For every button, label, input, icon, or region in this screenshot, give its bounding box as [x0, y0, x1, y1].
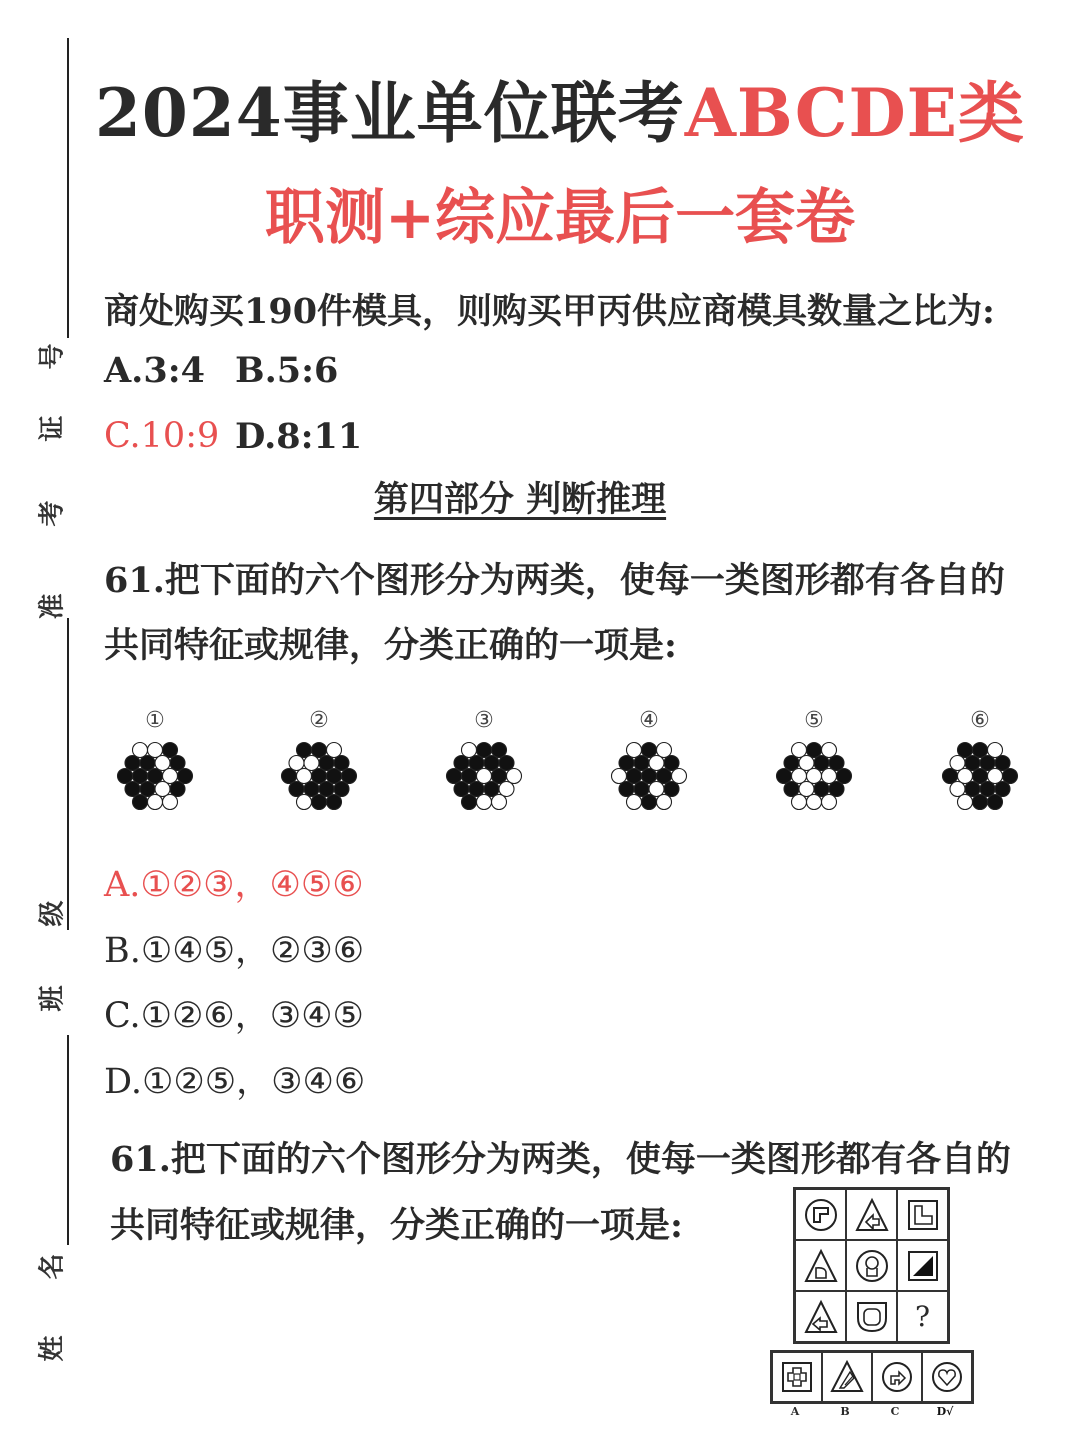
black-dot: [973, 769, 988, 784]
hex-figure-1: [115, 706, 195, 816]
grid-cell-3: [897, 1189, 948, 1240]
black-dot: [469, 782, 484, 797]
hex-figure-number: ②: [309, 708, 329, 733]
margin-line-2: [67, 618, 69, 930]
black-dot: [642, 743, 657, 758]
black-dot: [492, 769, 507, 784]
white-dot: [327, 743, 342, 758]
black-dot: [642, 769, 657, 784]
answer-figure-d: [922, 1352, 972, 1402]
black-dot: [327, 769, 342, 784]
black-dot: [777, 769, 792, 784]
black-dot: [289, 782, 304, 797]
black-dot: [125, 782, 140, 797]
hex-dot-cluster: [115, 738, 195, 818]
hex-figure-number: ①: [145, 708, 165, 733]
black-dot: [807, 743, 822, 758]
hex-figure-5: [774, 706, 854, 816]
white-dot: [163, 795, 178, 810]
white-dot: [807, 795, 822, 810]
side-label-xing: 姓: [37, 1335, 68, 1362]
answer-label-c: C: [890, 1405, 900, 1418]
black-dot: [342, 769, 357, 784]
white-dot: [950, 782, 965, 797]
grid-cell-8: [846, 1291, 897, 1342]
black-dot: [980, 782, 995, 797]
black-dot: [829, 756, 844, 771]
grid-cell-question: ?: [897, 1291, 948, 1342]
q61a-option-a: A.①②③，④⑤⑥: [104, 865, 364, 905]
black-dot: [973, 743, 988, 758]
black-dot: [312, 769, 327, 784]
hex-dot-cluster: [940, 738, 1020, 818]
white-dot: [822, 795, 837, 810]
black-dot: [664, 782, 679, 797]
white-dot: [822, 743, 837, 758]
hex-figure-number: ③: [474, 708, 494, 733]
black-dot: [148, 769, 163, 784]
q61a-option-d: D.①②⑤，③④⑥: [104, 1062, 366, 1102]
black-dot: [965, 756, 980, 771]
hex-dot-cluster: [279, 738, 359, 818]
black-dot: [319, 782, 334, 797]
white-dot: [627, 743, 642, 758]
black-dot: [327, 795, 342, 810]
white-dot: [958, 795, 973, 810]
white-dot: [627, 795, 642, 810]
black-dot: [627, 769, 642, 784]
section-title: 第四部分 判断推理: [373, 479, 667, 520]
black-dot: [304, 782, 319, 797]
black-dot: [642, 795, 657, 810]
black-dot: [958, 743, 973, 758]
black-dot: [988, 795, 1003, 810]
white-dot: [799, 782, 814, 797]
black-dot: [657, 769, 672, 784]
side-label-ming: 名: [37, 1253, 68, 1280]
black-dot: [814, 782, 829, 797]
answer-labels: [770, 1405, 970, 1418]
white-dot: [155, 756, 170, 771]
black-dot: [282, 769, 297, 784]
grid-cell-4: [795, 1240, 846, 1291]
prev-option-a: A.3:4: [104, 350, 205, 391]
black-dot: [334, 756, 349, 771]
title-part2: ABCDE类: [684, 74, 1025, 152]
grid-cell-7: [795, 1291, 846, 1342]
white-dot: [499, 782, 514, 797]
black-dot: [619, 756, 634, 771]
hex-figure-2: [279, 706, 359, 816]
hex-figure-4: [609, 706, 689, 816]
black-dot: [312, 795, 327, 810]
answer-label-a: A: [790, 1405, 800, 1418]
black-dot: [619, 782, 634, 797]
white-dot: [799, 756, 814, 771]
prev-option-d: D.8:11: [235, 416, 363, 457]
black-dot: [170, 782, 185, 797]
white-dot: [133, 743, 148, 758]
black-dot: [484, 756, 499, 771]
white-dot: [297, 769, 312, 784]
q61b-line2: 共同特征或规律，分类正确的一项是:: [110, 1205, 683, 1246]
grid-cell-2: [846, 1189, 897, 1240]
grid-cell-6: [897, 1240, 948, 1291]
black-dot: [133, 795, 148, 810]
black-dot: [118, 769, 133, 784]
black-dot: [334, 782, 349, 797]
answer-label-d: D√: [936, 1405, 954, 1418]
black-dot: [965, 782, 980, 797]
black-dot: [170, 756, 185, 771]
white-dot: [148, 795, 163, 810]
black-dot: [133, 769, 148, 784]
black-dot: [140, 782, 155, 797]
black-dot: [499, 756, 514, 771]
q61b-line1: 61.把下面的六个图形分为两类，使每一类图形都有各自的: [110, 1139, 1011, 1180]
black-dot: [784, 782, 799, 797]
black-dot: [995, 782, 1010, 797]
grid-cell-5: [846, 1240, 897, 1291]
title-part1: 2024事业单位联考: [95, 74, 685, 152]
answer-label-b: B: [840, 1405, 850, 1418]
white-dot: [492, 795, 507, 810]
white-dot: [289, 756, 304, 771]
white-dot: [792, 795, 807, 810]
white-dot: [792, 743, 807, 758]
black-dot: [163, 743, 178, 758]
white-dot: [507, 769, 522, 784]
hex-figure-3: [444, 706, 524, 816]
white-dot: [649, 756, 664, 771]
black-dot: [973, 795, 988, 810]
black-dot: [125, 756, 140, 771]
white-dot: [163, 769, 178, 784]
white-dot: [988, 769, 1003, 784]
black-dot: [477, 743, 492, 758]
white-dot: [950, 756, 965, 771]
black-dot: [980, 756, 995, 771]
black-dot: [484, 782, 499, 797]
black-dot: [454, 782, 469, 797]
black-dot: [312, 743, 327, 758]
white-dot: [477, 769, 492, 784]
white-dot: [792, 769, 807, 784]
black-dot: [297, 743, 312, 758]
hex-dot-cluster: [774, 738, 854, 818]
side-label-ji: 级: [37, 900, 68, 927]
black-dot: [943, 769, 958, 784]
prev-question-text: 商处购买190件模具，则购买甲丙供应商模具数量之比为:: [104, 291, 995, 332]
hex-figure-6: [940, 706, 1020, 816]
white-dot: [304, 756, 319, 771]
white-dot: [612, 769, 627, 784]
prev-option-c: C.10:9: [104, 416, 220, 456]
q61a-option-c: C.①②⑥，③④⑤: [104, 996, 364, 1036]
white-dot: [822, 769, 837, 784]
white-dot: [657, 795, 672, 810]
side-label-zheng: 证: [37, 415, 68, 442]
black-dot: [462, 795, 477, 810]
side-label-kao: 考: [37, 500, 68, 527]
margin-line-3: [67, 1035, 69, 1245]
page-title: [0, 60, 1080, 155]
side-label-ban: 班: [37, 985, 68, 1012]
answer-figure-b: [822, 1352, 872, 1402]
white-dot: [462, 743, 477, 758]
white-dot: [155, 782, 170, 797]
white-dot: [148, 743, 163, 758]
side-label-hao: 号: [37, 343, 68, 370]
hex-dot-cluster: [444, 738, 524, 818]
white-dot: [672, 769, 687, 784]
q61a-option-b: B.①④⑤，②③⑥: [104, 931, 365, 971]
black-dot: [492, 743, 507, 758]
white-dot: [649, 782, 664, 797]
black-dot: [462, 769, 477, 784]
black-dot: [664, 756, 679, 771]
white-dot: [958, 769, 973, 784]
white-dot: [657, 743, 672, 758]
white-dot: [807, 769, 822, 784]
answer-figures: [770, 1350, 974, 1404]
hex-figure-number: ⑤: [804, 708, 824, 733]
black-dot: [178, 769, 193, 784]
black-dot: [319, 756, 334, 771]
black-dot: [140, 756, 155, 771]
figure-grid: [793, 1187, 950, 1344]
black-dot: [814, 756, 829, 771]
side-label-zhun: 准: [37, 593, 68, 620]
black-dot: [829, 782, 844, 797]
black-dot: [634, 782, 649, 797]
q61a-line2: 共同特征或规律，分类正确的一项是:: [104, 625, 677, 666]
page-subtitle: 职测+综应最后一套卷: [264, 183, 856, 253]
grid-cell-1: [795, 1189, 846, 1240]
prev-option-b: B.5:6: [235, 350, 339, 391]
black-dot: [837, 769, 852, 784]
black-dot: [447, 769, 462, 784]
hex-dot-cluster: [609, 738, 689, 818]
black-dot: [634, 756, 649, 771]
white-dot: [297, 795, 312, 810]
answer-figure-c: [872, 1352, 922, 1402]
hex-figure-number: ④: [639, 708, 659, 733]
black-dot: [784, 756, 799, 771]
black-dot: [454, 756, 469, 771]
q61a-line1: 61.把下面的六个图形分为两类，使每一类图形都有各自的: [104, 560, 1005, 601]
black-dot: [469, 756, 484, 771]
white-dot: [477, 795, 492, 810]
black-dot: [995, 756, 1010, 771]
hex-figure-number: ⑥: [970, 708, 990, 733]
answer-figure-a: [772, 1352, 822, 1402]
black-dot: [1003, 769, 1018, 784]
white-dot: [988, 743, 1003, 758]
